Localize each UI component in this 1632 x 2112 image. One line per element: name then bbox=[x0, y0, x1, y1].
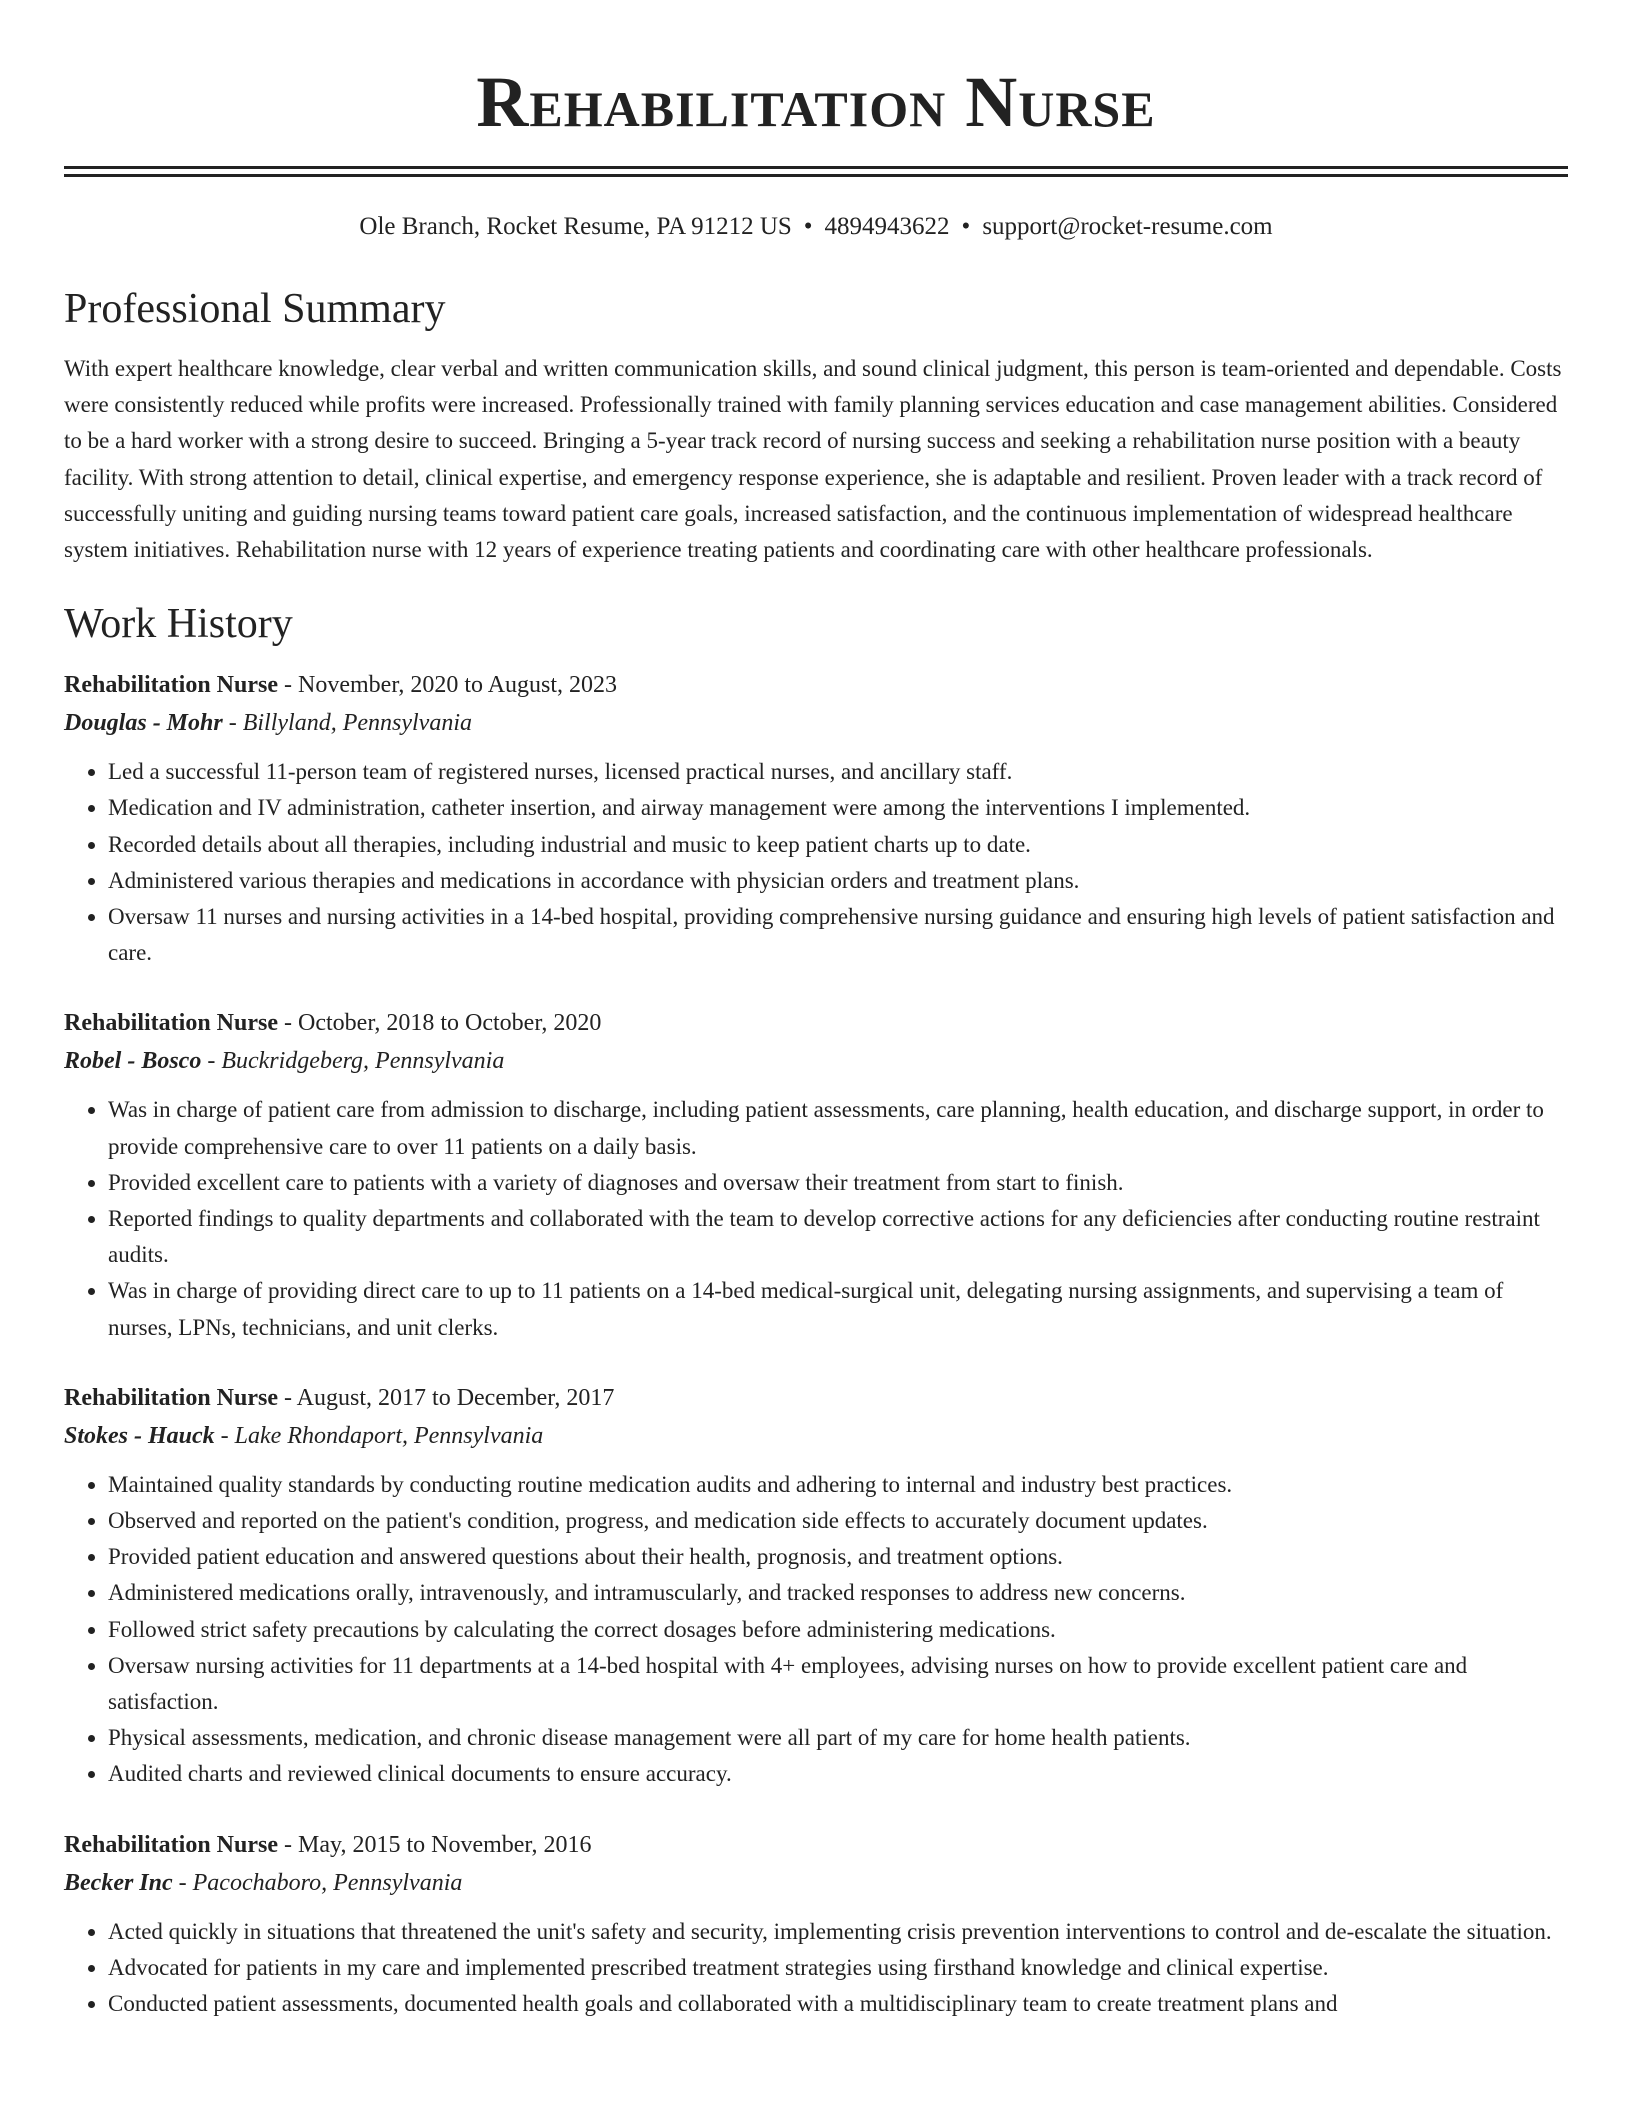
job-bullet: • Followed strict safety precautions by calculating the correct dosages before administering medications. bbox=[108, 1612, 1568, 1648]
job-bullet: • Provided patient education and answered questions about their health, prognosis, and treatment options. bbox=[108, 1539, 1568, 1575]
job-employer bbox=[64, 1864, 1568, 1902]
job-bullet: • Maintained quality standards by conducting routine medication audits and adhering to internal and industry best practices. bbox=[108, 1467, 1568, 1503]
job-title: Rehabilitation Nurse bbox=[64, 1384, 279, 1411]
job-employer bbox=[64, 704, 1568, 742]
job-bullet: • Acted quickly in situations that threatened the unit's safety and security, implementing crisis prevention interventions to control and de-escalate the situation. bbox=[108, 1914, 1568, 1950]
job-bullet: • Led a successful 11-person team of registered nurses, licensed practical nurses, and ancillary staff. bbox=[108, 754, 1568, 790]
job-company: Becker Inc bbox=[64, 1869, 173, 1896]
contact-email[interactable]: support@rocket-resume.com bbox=[982, 213, 1273, 240]
job-title: Rehabilitation Nurse bbox=[64, 1010, 279, 1037]
contact-separator: • bbox=[961, 213, 971, 240]
job-location: - Lake Rhondaport, Pennsylvania bbox=[214, 1422, 544, 1449]
job-bullets bbox=[64, 1467, 1568, 1793]
job-employer bbox=[64, 1042, 1568, 1080]
job-title: Rehabilitation Nurse bbox=[64, 1831, 279, 1858]
job-bullet: • Recorded details about all therapies, including industrial and music to keep patient charts up to date. bbox=[108, 827, 1568, 863]
job-title: Rehabilitation Nurse bbox=[64, 672, 279, 699]
job-bullet: • Was in charge of providing direct care to up to 11 patients on a 14-bed medical-surgical unit, delegating nursing assignments, and supervising a team of nurses, LPNs, technicians, and unit clerks. bbox=[108, 1273, 1568, 1345]
job-entry bbox=[64, 666, 1568, 971]
job-entry bbox=[64, 1826, 1568, 2023]
job-bullet: • Administered various therapies and medications in accordance with physician orders and treatment plans. bbox=[108, 863, 1568, 899]
contact-line bbox=[64, 211, 1568, 243]
contact-address: Ole Branch, Rocket Resume, PA 91212 US bbox=[359, 213, 792, 240]
job-location: - Billyland, Pennsylvania bbox=[222, 710, 472, 737]
job-dates: - May, 2015 to November, 2016 bbox=[278, 1831, 592, 1858]
job-header bbox=[64, 666, 1568, 704]
job-entry bbox=[64, 1379, 1568, 1793]
job-bullets bbox=[64, 754, 1568, 971]
job-bullet: • Provided excellent care to patients with a variety of diagnoses and oversaw their treatment from start to finish. bbox=[108, 1165, 1568, 1201]
job-bullet: • Medication and IV administration, catheter insertion, and airway management were among the interventions I implemented. bbox=[108, 790, 1568, 826]
job-location: - Pacochaboro, Pennsylvania bbox=[172, 1869, 463, 1896]
job-bullet: • Oversaw 11 nurses and nursing activities in a 14-bed hospital, providing comprehensive nursing guidance and ensuring high levels of patient satisfaction and care. bbox=[108, 899, 1568, 971]
job-dates: - October, 2018 to October, 2020 bbox=[278, 1010, 602, 1037]
job-location: - Buckridgeberg, Pennsylvania bbox=[201, 1048, 505, 1075]
job-entry bbox=[64, 1004, 1568, 1345]
job-company: Robel - Bosco bbox=[64, 1048, 202, 1075]
job-bullet: • Administered medications orally, intravenously, and intramuscularly, and tracked responses to address new concerns. bbox=[108, 1575, 1568, 1611]
job-company: Douglas - Mohr bbox=[64, 710, 223, 737]
summary-text: With expert healthcare knowledge, clear verbal and written communication skills, and sound clinical judgment, this person is team-oriented and dependable. Costs were consistently reduced while profits were increased. Professionally trained with family planning services education and case management abilities. Considered to be a hard worker with a strong desire to succeed. Bringing a 5-year track record of nursing success and seeking a rehabilitation nurse position with a beauty facility. With strong attention to detail, clinical expertise, and emergency response experience, she is adaptable and resilient. Proven leader with a track record of successfully uniting and guiding nursing teams toward patient care goals, increased satisfaction, and the continuous implementation of widespread healthcare system initiatives. Rehabilitation nurse with 12 years of experience treating patients and coordinating care with other healthcare professionals. bbox=[64, 356, 1562, 563]
job-header bbox=[64, 1826, 1568, 1864]
job-bullet: • Oversaw nursing activities for 11 departments at a 14-bed hospital with 4+ employees, advising nurses on how to provide excellent patient care and satisfaction. bbox=[108, 1648, 1568, 1720]
job-bullets bbox=[64, 1092, 1568, 1345]
job-bullet: • Physical assessments, medication, and chronic disease management were all part of my care for home health patients. bbox=[108, 1720, 1568, 1756]
job-bullet: • Was in charge of patient care from admission to discharge, including patient assessments, care planning, health education, and discharge support, in order to provide comprehensive care to over 11 patients on a daily basis. bbox=[108, 1092, 1568, 1164]
job-bullet: • Conducted patient assessments, documented health goals and collaborated with a multidisciplinary team to create treatment plans and bbox=[108, 1986, 1568, 2022]
job-employer bbox=[64, 1417, 1568, 1455]
job-company: Stokes - Hauck bbox=[64, 1422, 215, 1449]
job-header bbox=[64, 1004, 1568, 1042]
job-bullet: • Reported findings to quality departments and collaborated with the team to develop corrective actions for any deficiencies after conducting routine restraint audits. bbox=[108, 1201, 1568, 1273]
contact-phone[interactable]: 4894943622 bbox=[824, 213, 950, 240]
job-bullet: • Audited charts and reviewed clinical documents to ensure accuracy. bbox=[108, 1756, 1568, 1792]
resume-name: Rehabilitation Nurse bbox=[476, 62, 1156, 142]
job-bullets bbox=[64, 1914, 1568, 2023]
section-title-work-history: Work History bbox=[64, 601, 293, 648]
job-bullet: • Advocated for patients in my care and implemented prescribed treatment strategies using firsthand knowledge and clinical expertise. bbox=[108, 1950, 1568, 1986]
job-dates: - November, 2020 to August, 2023 bbox=[278, 672, 618, 699]
contact-separator: • bbox=[803, 213, 813, 240]
section-title-summary: Professional Summary bbox=[64, 286, 446, 332]
job-dates: - August, 2017 to December, 2017 bbox=[278, 1384, 615, 1411]
job-bullet: • Observed and reported on the patient's condition, progress, and medication side effects to accurately document updates. bbox=[108, 1503, 1568, 1539]
header-double-rule bbox=[64, 166, 1568, 177]
resume-page bbox=[64, 0, 1568, 2022]
job-header bbox=[64, 1379, 1568, 1417]
